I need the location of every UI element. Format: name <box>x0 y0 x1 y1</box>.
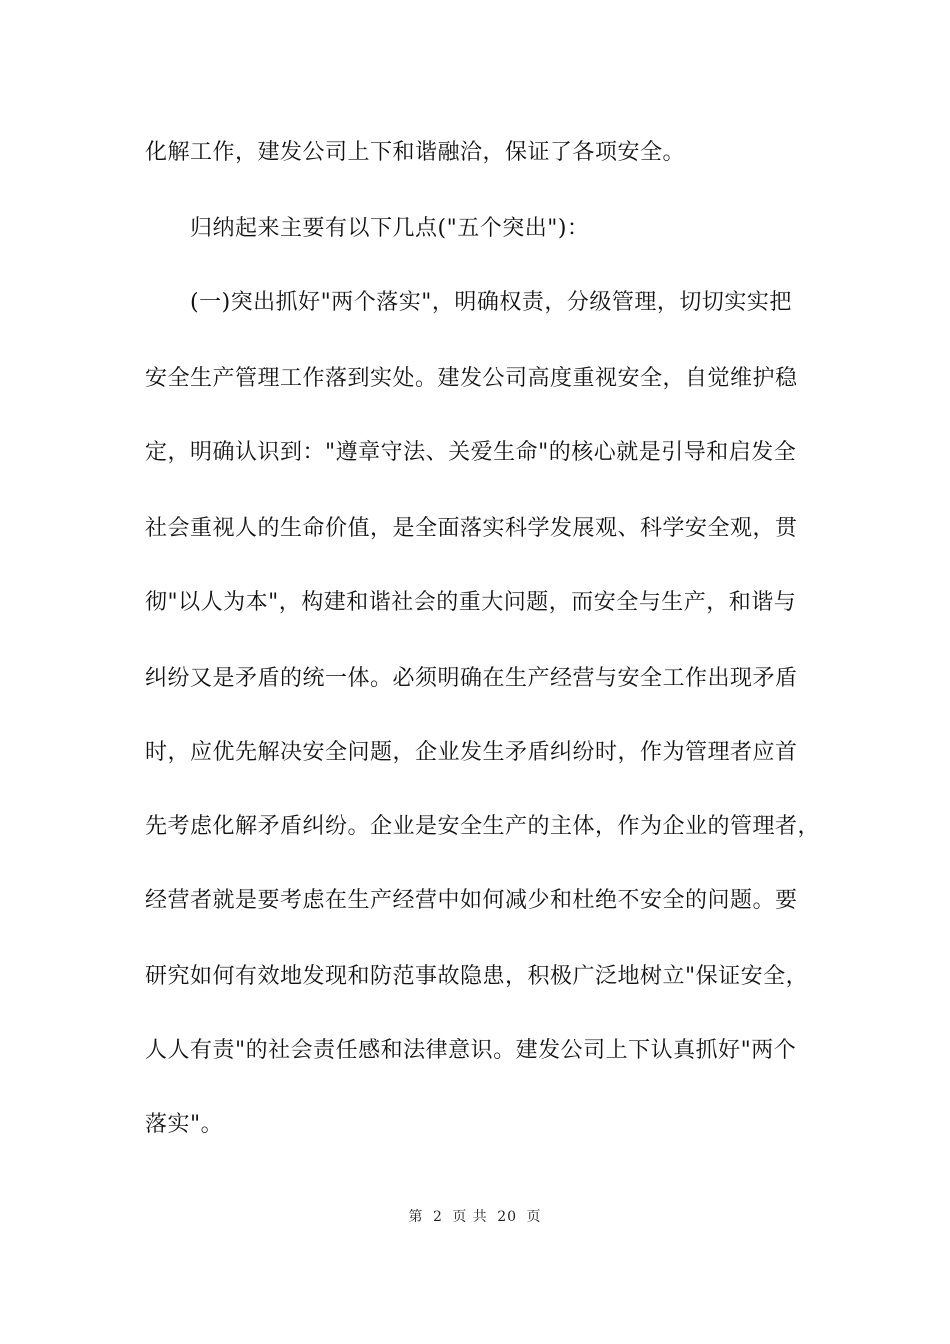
page-footer <box>0 1208 950 1226</box>
text-line: 化解工作，建发公司上下和谐融洽，保证了各项安全。 <box>145 140 686 165</box>
text-line: 社会重视人的生命价值，是全面落实科学发展观、科学安全观，贯 <box>145 516 798 541</box>
text-line: 时，应优先解决安全问题，企业发生矛盾纠纷时，作为管理者应首 <box>145 740 798 765</box>
footer-total-pages: 20 <box>497 1209 518 1225</box>
footer-suffix: 页 <box>526 1209 542 1225</box>
text-line: 纠纷又是矛盾的统一体。必须明确在生产经营与安全工作出现矛盾 <box>145 666 798 691</box>
text-line: (一)突出抓好"两个落实"，明确权责，分级管理，切切实实把 <box>145 290 792 315</box>
text-line: 先考虑化解矛盾纠纷。企业是安全生产的主体，作为企业的管理者， <box>145 814 821 839</box>
text-line: 彻"以人为本"，构建和谐社会的重大问题，而安全与生产，和谐与 <box>145 590 797 615</box>
text-line: 经营者就是要考虑在生产经营中如何减少和杜绝不安全的问题。要 <box>145 888 798 913</box>
text-line: 安全生产管理工作落到实处。建发公司高度重视安全，自觉维护稳 <box>145 366 798 391</box>
text-line: 人人有责"的社会责任感和法律意识。建发公司上下认真抓好"两个 <box>145 1038 797 1063</box>
footer-page-number: 2 <box>432 1209 443 1225</box>
text-line: 研究如何有效地发现和防范事故隐患，积极广泛地树立"保证安全， <box>145 964 809 989</box>
text-line: 定，明确认识到："遵章守法、关爱生命"的核心就是引导和启发全 <box>145 440 797 465</box>
text-line: 落实"。 <box>145 1112 224 1137</box>
footer-middle: 页 共 <box>452 1209 488 1225</box>
text-line: 归纳起来主要有以下几点("五个突出")： <box>145 216 590 241</box>
footer-prefix: 第 <box>408 1209 424 1225</box>
